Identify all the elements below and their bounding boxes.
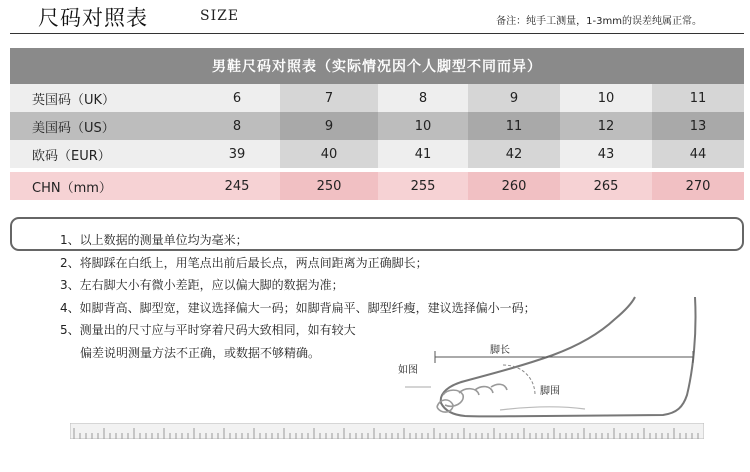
foot-girth-label: 脚围 [540, 386, 560, 397]
example-label: 如图 [398, 365, 418, 376]
table-cell: 43 [560, 140, 652, 168]
table-cell: 245 [194, 172, 280, 200]
table-cell: 44 [652, 140, 744, 168]
header-divider [10, 33, 744, 34]
page-title: 尺码对照表 [38, 6, 148, 30]
foot-length-label: 脚长 [490, 345, 510, 356]
row-label: CHN（mm） [10, 172, 194, 200]
table-cell: 9 [468, 84, 560, 112]
note-item: 5、测量出的尺寸应与平时穿着尺码大致相同，如有较大 [60, 323, 356, 337]
foot-measurement-illustration [395, 295, 720, 430]
table-cell: 8 [194, 112, 280, 140]
table-row-chn [10, 172, 744, 200]
row-label: 欧码（EUR） [10, 140, 194, 168]
table-cell: 270 [652, 172, 744, 200]
table-row-us [10, 112, 744, 140]
table-row-eur [10, 140, 744, 168]
note-item: 1、以上数据的测量单位均为毫米； [60, 233, 248, 247]
table-cell: 13 [652, 112, 744, 140]
table-cell: 39 [194, 140, 280, 168]
table-cell: 255 [378, 172, 468, 200]
table-title: 男鞋尺码对照表（实际情况因个人脚型不同而异） [10, 48, 744, 84]
table-cell: 10 [560, 84, 652, 112]
ruler [70, 423, 704, 439]
table-cell: 40 [280, 140, 378, 168]
note-item: 4、如脚背高、脚型宽，建议选择偏大一码；如脚背扁平、脚型纤瘦，建议选择偏小一码； [60, 300, 536, 315]
table-cell: 250 [280, 172, 378, 200]
table-cell: 6 [194, 84, 280, 112]
table-cell: 260 [468, 172, 560, 200]
table-cell: 8 [378, 84, 468, 112]
row-label: 英国码（UK） [10, 84, 194, 112]
note-item: 2、将脚踩在白纸上，用笔点出前后最长点，两点间距离为正确脚长； [60, 255, 428, 270]
table-cell: 12 [560, 112, 652, 140]
table-row-uk [10, 84, 744, 112]
row-label: 美国码（US） [10, 112, 194, 140]
table-cell: 11 [468, 112, 560, 140]
table-cell: 7 [280, 84, 378, 112]
table-cell: 10 [378, 112, 468, 140]
table-cell: 11 [652, 84, 744, 112]
measurement-note: 备注：纯手工测量，1-3mm的误差纯属正常。 [496, 16, 702, 27]
note-item: 3、左右脚大小有微小差距，应以偏大脚的数据为准； [60, 278, 344, 292]
table-cell: 41 [378, 140, 468, 168]
table-cell: 265 [560, 172, 652, 200]
note-item: 偏差说明测量方法不正确，或数据不够精确。 [80, 345, 321, 360]
size-table [10, 48, 744, 200]
table-cell: 9 [280, 112, 378, 140]
table-cell: 42 [468, 140, 560, 168]
page-subtitle: SIZE [200, 8, 240, 24]
